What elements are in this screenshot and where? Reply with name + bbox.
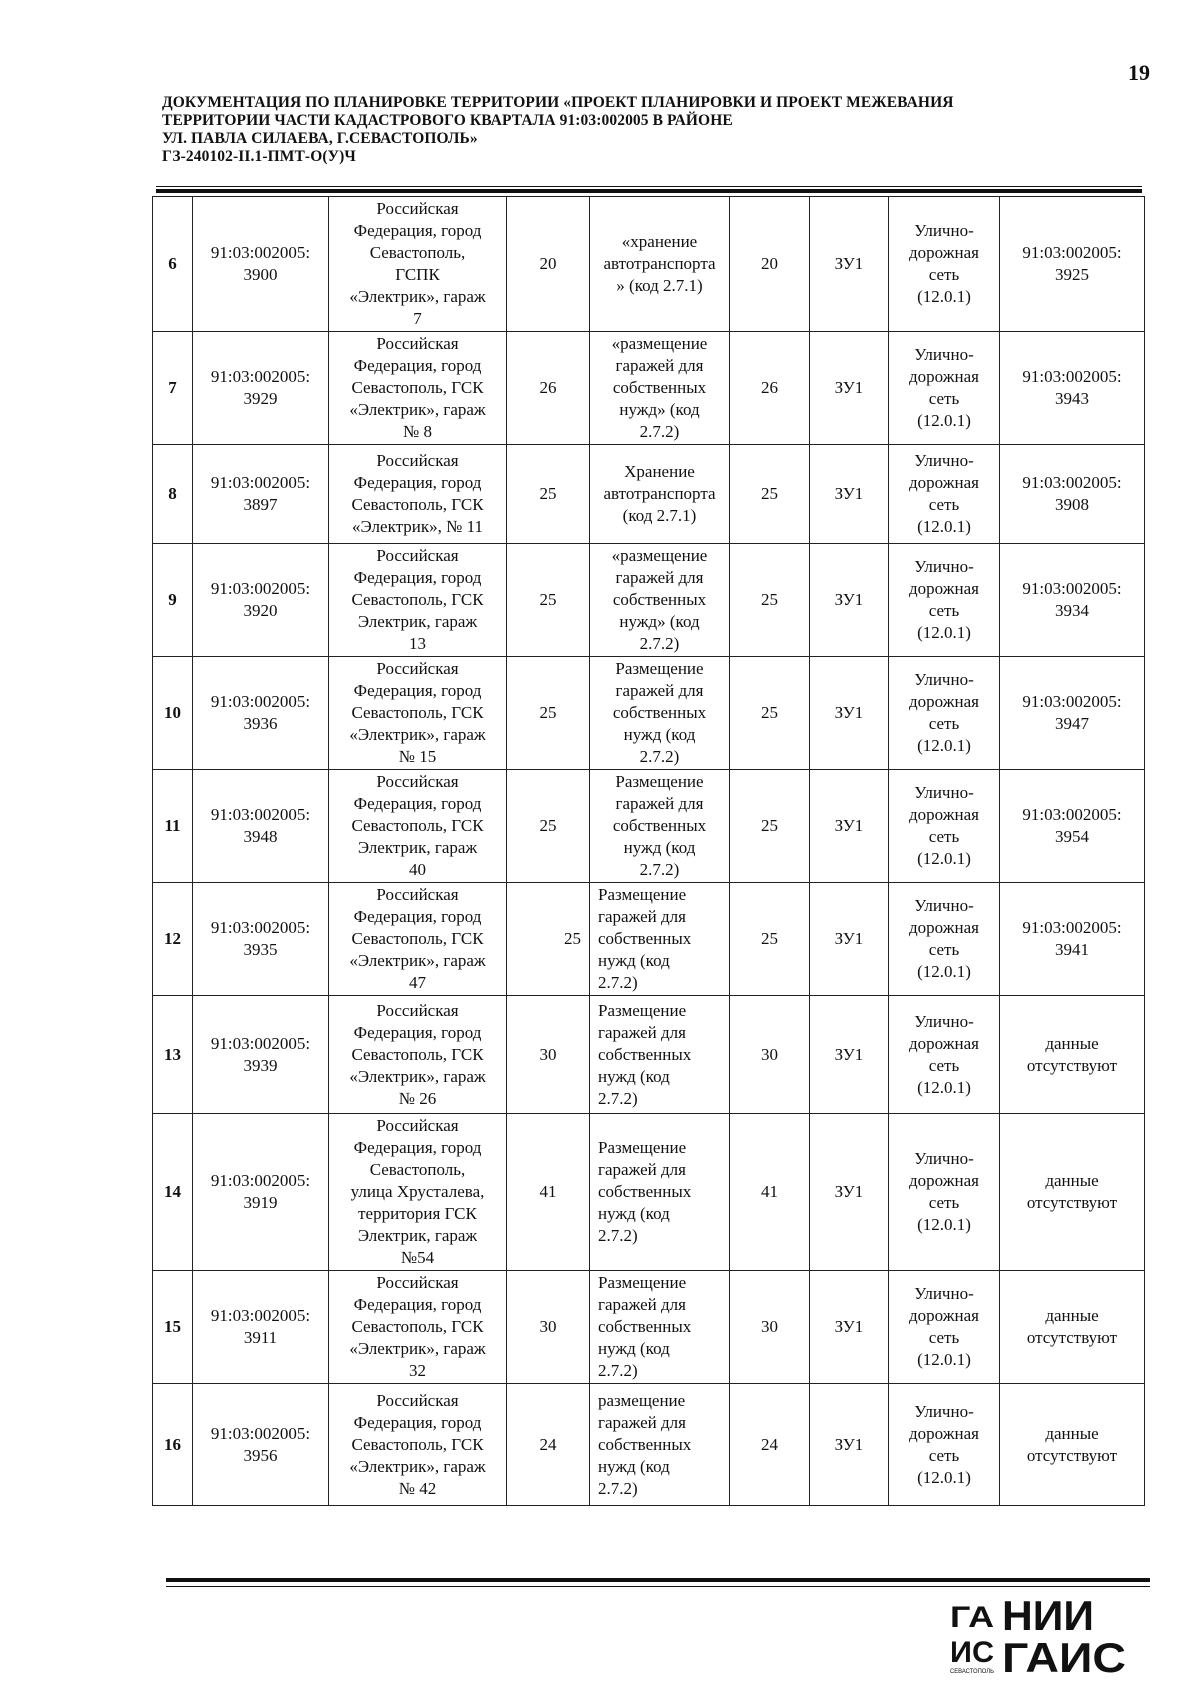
formed-area-cell [730, 1384, 810, 1506]
area-text: 30 [539, 1044, 557, 1064]
zone-text: Улично- дорожная сеть (12.0.1) [909, 451, 979, 536]
formed-area-cell [730, 883, 810, 996]
address-cell [329, 332, 507, 445]
plot-designation-cell [810, 1114, 889, 1271]
target-cadastral-cell [1000, 1114, 1145, 1271]
cadastral-number-text: 91:03:002005: 3936 [210, 692, 311, 733]
plot-designation-text: ЗУ1 [834, 1044, 864, 1064]
table-row [153, 332, 1145, 445]
zone-cell [889, 445, 1000, 544]
table-row [153, 883, 1145, 996]
formed-area-text: 25 [761, 816, 778, 835]
plot-designation-cell [810, 883, 889, 996]
address-cell [329, 996, 507, 1114]
plot-designation-cell [810, 544, 889, 657]
area-cell [507, 657, 590, 770]
area-text: 25 [539, 590, 557, 609]
permitted-use-text: Размещение гаражей для собственных нужд (код 2.7.2) [598, 885, 692, 992]
cadastral-number-text: 91:03:002005: 3900 [210, 243, 311, 284]
zone-cell [889, 197, 1000, 332]
table-row [153, 1384, 1145, 1506]
area-text: 25 [539, 484, 557, 503]
cadastral-number-text: 91:03:002005: 3948 [210, 805, 311, 846]
row-number-text: 8 [168, 484, 177, 503]
address-text: Российская Федерация, город Севастополь, ГСК Электрик, гараж 13 [351, 546, 484, 653]
area-text: 25 [539, 703, 557, 722]
zone-text: Улично- дорожная сеть (12.0.1) [909, 221, 979, 306]
permitted-use-text: Хранение автотранспорта (код 2.7.1) [603, 462, 716, 525]
address-text: Российская Федерация, город Севастополь, ГСК Электрик, гараж 40 [351, 772, 484, 879]
formed-area-text: 25 [761, 484, 778, 503]
zone-text: Улично- дорожная сеть (12.0.1) [909, 670, 979, 755]
address-text: Российская Федерация, город Севастополь, ГСК «Электрик», гараж № 26 [349, 1000, 486, 1108]
area-cell [507, 1114, 590, 1271]
area-text: 30 [539, 1317, 557, 1336]
logo-line-2: ГАИС [1002, 1634, 1126, 1680]
cadastral-number-text: 91:03:002005: 3939 [210, 1033, 311, 1075]
formed-area-text: 20 [761, 254, 778, 273]
formed-area-cell [730, 197, 810, 332]
target-cadastral-cell [1000, 996, 1145, 1114]
zone-cell [889, 770, 1000, 883]
area-cell [507, 996, 590, 1114]
address-text: Российская Федерация, город Севастополь, ГСК «Электрик», гараж № 42 [349, 1390, 486, 1498]
zone-cell [889, 996, 1000, 1114]
cadastral-number-cell [193, 1271, 329, 1384]
cadastral-number-cell [193, 544, 329, 657]
formed-area-text: 25 [761, 703, 778, 722]
permitted-use-cell [590, 1384, 730, 1506]
address-cell [329, 1384, 507, 1506]
permitted-use-text: размещение гаражей для собственных нужд (код 2.7.2) [598, 1390, 692, 1498]
address-text: Российская Федерация, город Севастополь, ГСК «Электрик», гараж № 8 [349, 334, 486, 441]
permitted-use-cell [590, 1114, 730, 1271]
row-number-text: 6 [168, 254, 177, 273]
formed-area-cell [730, 1271, 810, 1384]
formed-area-text: 25 [761, 929, 778, 948]
address-text: Российская Федерация, город Севастополь, ГСК «Электрик», гараж 47 [349, 885, 486, 992]
row-number-cell [153, 1384, 193, 1506]
row-number-text: 7 [168, 378, 177, 397]
row-number-text: 14 [164, 1182, 181, 1201]
area-text: 26 [539, 378, 557, 397]
footer-divider-thick [166, 1578, 1150, 1582]
cadastral-number-cell [193, 996, 329, 1114]
plot-designation-text: ЗУ1 [834, 254, 864, 273]
table-row [153, 445, 1145, 544]
address-cell [329, 197, 507, 332]
plot-designation-text: ЗУ1 [834, 590, 864, 609]
row-number-cell [153, 1114, 193, 1271]
header-line: ДОКУМЕНТАЦИЯ ПО ПЛАНИРОВКЕ ТЕРРИТОРИИ «ПРОЕКТ ПЛАНИРОВКИ И ПРОЕКТ МЕЖЕВАНИЯ [162, 94, 954, 111]
cadastral-number-text: 91:03:002005: 3929 [210, 367, 311, 408]
zone-cell [889, 1384, 1000, 1506]
target-cadastral-text: 91:03:002005: 3954 [1022, 805, 1122, 846]
zone-cell [889, 1114, 1000, 1271]
area-text: 41 [539, 1182, 557, 1201]
permitted-use-text: «размещение гаражей для собственных нужд» (код 2.7.2) [611, 334, 708, 441]
table-row [153, 1271, 1145, 1384]
header-divider-thin [156, 186, 1142, 187]
formed-area-cell [730, 445, 810, 544]
table-row [153, 544, 1145, 657]
nii-gais-logo [948, 1590, 1128, 1680]
cadastral-number-cell [193, 445, 329, 544]
zone-cell [889, 332, 1000, 445]
target-cadastral-text: 91:03:002005: 3934 [1022, 579, 1122, 620]
target-cadastral-text: данные отсутствуют [1026, 1306, 1118, 1347]
target-cadastral-cell [1000, 332, 1145, 445]
target-cadastral-cell [1000, 197, 1145, 332]
zone-text: Улично- дорожная сеть (12.0.1) [909, 1284, 979, 1369]
target-cadastral-cell [1000, 1271, 1145, 1384]
area-text: 20 [539, 254, 557, 273]
plot-designation-text: ЗУ1 [834, 1317, 864, 1336]
plot-designation-cell [810, 1384, 889, 1506]
cadastral-number-cell [193, 332, 329, 445]
zone-text: Улично- дорожная сеть (12.0.1) [909, 1011, 979, 1097]
zone-text: Улично- дорожная сеть (12.0.1) [909, 345, 979, 430]
formed-area-cell [730, 770, 810, 883]
row-number-text: 9 [168, 590, 177, 609]
address-text: Российская Федерация, город Севастополь, улица Хрусталева, территория ГСК Электрик, гараж №54 [350, 1116, 485, 1267]
cadastral-number-text: 91:03:002005: 3897 [210, 473, 311, 514]
row-number-cell [153, 1271, 193, 1384]
row-number-cell [153, 544, 193, 657]
footer-divider-thin [166, 1586, 1150, 1587]
row-number-cell [153, 883, 193, 996]
target-cadastral-cell [1000, 1384, 1145, 1506]
target-cadastral-cell [1000, 770, 1145, 883]
row-number-text: 11 [164, 816, 181, 835]
permitted-use-cell [590, 445, 730, 544]
zone-text: Улично- дорожная сеть (12.0.1) [909, 783, 979, 868]
formed-area-text: 24 [761, 1434, 778, 1454]
target-cadastral-cell [1000, 657, 1145, 770]
address-text: Российская Федерация, город Севастополь, ГСПК «Электрик», гараж 7 [349, 199, 486, 328]
table-row [153, 1114, 1145, 1271]
formed-area-text: 25 [761, 590, 778, 609]
row-number-cell [153, 332, 193, 445]
plot-designation-cell [810, 332, 889, 445]
formed-area-text: 41 [761, 1182, 778, 1201]
address-cell [329, 1271, 507, 1384]
area-cell [507, 544, 590, 657]
area-cell [507, 197, 590, 332]
cadastral-number-cell [193, 657, 329, 770]
area-cell [507, 445, 590, 544]
cadastral-number-text: 91:03:002005: 3935 [210, 918, 311, 959]
target-cadastral-text: 91:03:002005: 3947 [1022, 692, 1122, 733]
formed-area-text: 26 [761, 378, 778, 397]
page-number: 19 [1128, 60, 1150, 85]
formed-area-text: 30 [761, 1317, 778, 1336]
target-cadastral-text: данные отсутствуют [1026, 1423, 1118, 1465]
permitted-use-cell [590, 883, 730, 996]
address-cell [329, 883, 507, 996]
table-row [153, 197, 1145, 332]
permitted-use-cell [590, 544, 730, 657]
permitted-use-text: Размещение гаражей для собственных нужд (код 2.7.2) [598, 1138, 692, 1245]
address-cell [329, 1114, 507, 1271]
plot-designation-cell [810, 1271, 889, 1384]
plot-designation-cell [810, 197, 889, 332]
row-number-cell [153, 197, 193, 332]
table-body [153, 197, 1145, 1506]
plot-designation-text: ЗУ1 [834, 378, 864, 397]
permitted-use-cell [590, 197, 730, 332]
zone-cell [889, 1271, 1000, 1384]
area-text: 24 [539, 1434, 557, 1454]
cadastral-number-text: 91:03:002005: 3919 [210, 1171, 311, 1212]
header-line: УЛ. ПАВЛА СИЛАЕВА, Г.СЕВАСТОПОЛЬ» [162, 130, 478, 147]
zone-text: Улично- дорожная сеть (12.0.1) [909, 557, 979, 642]
logo-mark-icon [948, 1590, 1128, 1680]
row-number-text: 12 [164, 929, 181, 948]
area-cell [507, 1271, 590, 1384]
formed-area-text: 30 [761, 1044, 778, 1064]
target-cadastral-text: 91:03:002005: 3925 [1022, 243, 1122, 284]
area-cell [507, 883, 590, 996]
zone-text: Улично- дорожная сеть (12.0.1) [909, 896, 979, 981]
document-code: ГЗ-240102-II.1-ПМТ-О(У)Ч [162, 148, 356, 165]
cadastral-number-cell [193, 1384, 329, 1506]
table-row [153, 657, 1145, 770]
logo-line-1: НИИ [1002, 1592, 1094, 1639]
address-cell [329, 657, 507, 770]
zone-text: Улично- дорожная сеть (12.0.1) [909, 1149, 979, 1234]
plot-designation-cell [810, 770, 889, 883]
formed-area-cell [730, 332, 810, 445]
table-row [153, 996, 1145, 1114]
header-divider-thick [156, 189, 1142, 193]
target-cadastral-text: данные отсутствуют [1026, 1033, 1118, 1075]
zone-cell [889, 544, 1000, 657]
row-number-cell [153, 996, 193, 1114]
row-number-cell [153, 657, 193, 770]
permitted-use-cell [590, 657, 730, 770]
cadastral-number-cell [193, 770, 329, 883]
row-number-text: 13 [164, 1044, 181, 1064]
formed-area-cell [730, 996, 810, 1114]
target-cadastral-text: данные отсутствуют [1026, 1171, 1118, 1212]
permitted-use-cell [590, 332, 730, 445]
area-text: 25 [539, 816, 557, 835]
formed-area-cell [730, 657, 810, 770]
zone-text: Улично- дорожная сеть (12.0.1) [909, 1401, 979, 1487]
address-text: Российская Федерация, город Севастополь, ГСК «Электрик», гараж 32 [349, 1273, 486, 1380]
cadastral-number-cell [193, 1114, 329, 1271]
permitted-use-text: Размещение гаражей для собственных нужд (код 2.7.2) [598, 1000, 692, 1108]
address-cell [329, 544, 507, 657]
permitted-use-text: Размещение гаражей для собственных нужд (код 2.7.2) [612, 772, 707, 879]
permitted-use-text: «размещение гаражей для собственных нужд» (код 2.7.2) [611, 546, 708, 653]
area-cell [507, 1384, 590, 1506]
permitted-use-text: Размещение гаражей для собственных нужд (код 2.7.2) [598, 1273, 692, 1380]
header-line: ТЕРРИТОРИИ ЧАСТИ КАДАСТРОВОГО КВАРТАЛА 91:03:002005 В РАЙОНЕ [162, 112, 733, 129]
permitted-use-cell [590, 1271, 730, 1384]
formed-area-cell [730, 1114, 810, 1271]
target-cadastral-text: 91:03:002005: 3941 [1022, 918, 1122, 959]
zone-cell [889, 657, 1000, 770]
permitted-use-cell [590, 770, 730, 883]
target-cadastral-text: 91:03:002005: 3943 [1022, 367, 1122, 408]
address-cell [329, 445, 507, 544]
cadastral-number-cell [193, 197, 329, 332]
plot-designation-text: ЗУ1 [834, 1434, 864, 1454]
row-number-text: 15 [164, 1317, 181, 1336]
formed-area-cell [730, 544, 810, 657]
zone-cell [889, 883, 1000, 996]
plot-designation-cell [810, 657, 889, 770]
row-number-cell [153, 770, 193, 883]
target-cadastral-cell [1000, 883, 1145, 996]
plot-designation-text: ЗУ1 [834, 1182, 864, 1201]
target-cadastral-text: 91:03:002005: 3908 [1022, 473, 1122, 514]
land-plots-table [152, 196, 1145, 1506]
plot-designation-text: ЗУ1 [834, 929, 864, 948]
area-text: 25 [564, 929, 581, 948]
plot-designation-text: ЗУ1 [834, 816, 864, 835]
plot-designation-text: ЗУ1 [834, 703, 864, 722]
target-cadastral-cell [1000, 445, 1145, 544]
address-cell [329, 770, 507, 883]
permitted-use-text: «хранение автотранспорта » (код 2.7.1) [603, 232, 716, 295]
plot-designation-cell [810, 445, 889, 544]
cadastral-number-text: 91:03:002005: 3920 [210, 579, 311, 620]
cadastral-number-text: 91:03:002005: 3911 [210, 1306, 311, 1347]
permitted-use-text: Размещение гаражей для собственных нужд (код 2.7.2) [612, 659, 707, 766]
cadastral-number-cell [193, 883, 329, 996]
cadastral-number-text: 91:03:002005: 3956 [210, 1423, 311, 1465]
address-text: Российская Федерация, город Севастополь, ГСК «Электрик», гараж № 15 [349, 659, 486, 766]
logo-mark-top: ГА [950, 1601, 994, 1634]
logo-caption: СЕВАСТОПОЛЬ [950, 1669, 995, 1675]
plot-designation-text: ЗУ1 [834, 484, 864, 503]
document-header [162, 94, 1122, 166]
row-number-text: 16 [164, 1434, 181, 1454]
area-cell [507, 332, 590, 445]
logo-mark-bottom: ИС [950, 1636, 994, 1669]
address-text: Российская Федерация, город Севастополь, ГСК «Электрик», № 11 [351, 451, 484, 536]
target-cadastral-cell [1000, 544, 1145, 657]
table-row [153, 770, 1145, 883]
row-number-cell [153, 445, 193, 544]
permitted-use-cell [590, 996, 730, 1114]
row-number-text: 10 [164, 703, 181, 722]
plot-designation-cell [810, 996, 889, 1114]
area-cell [507, 770, 590, 883]
